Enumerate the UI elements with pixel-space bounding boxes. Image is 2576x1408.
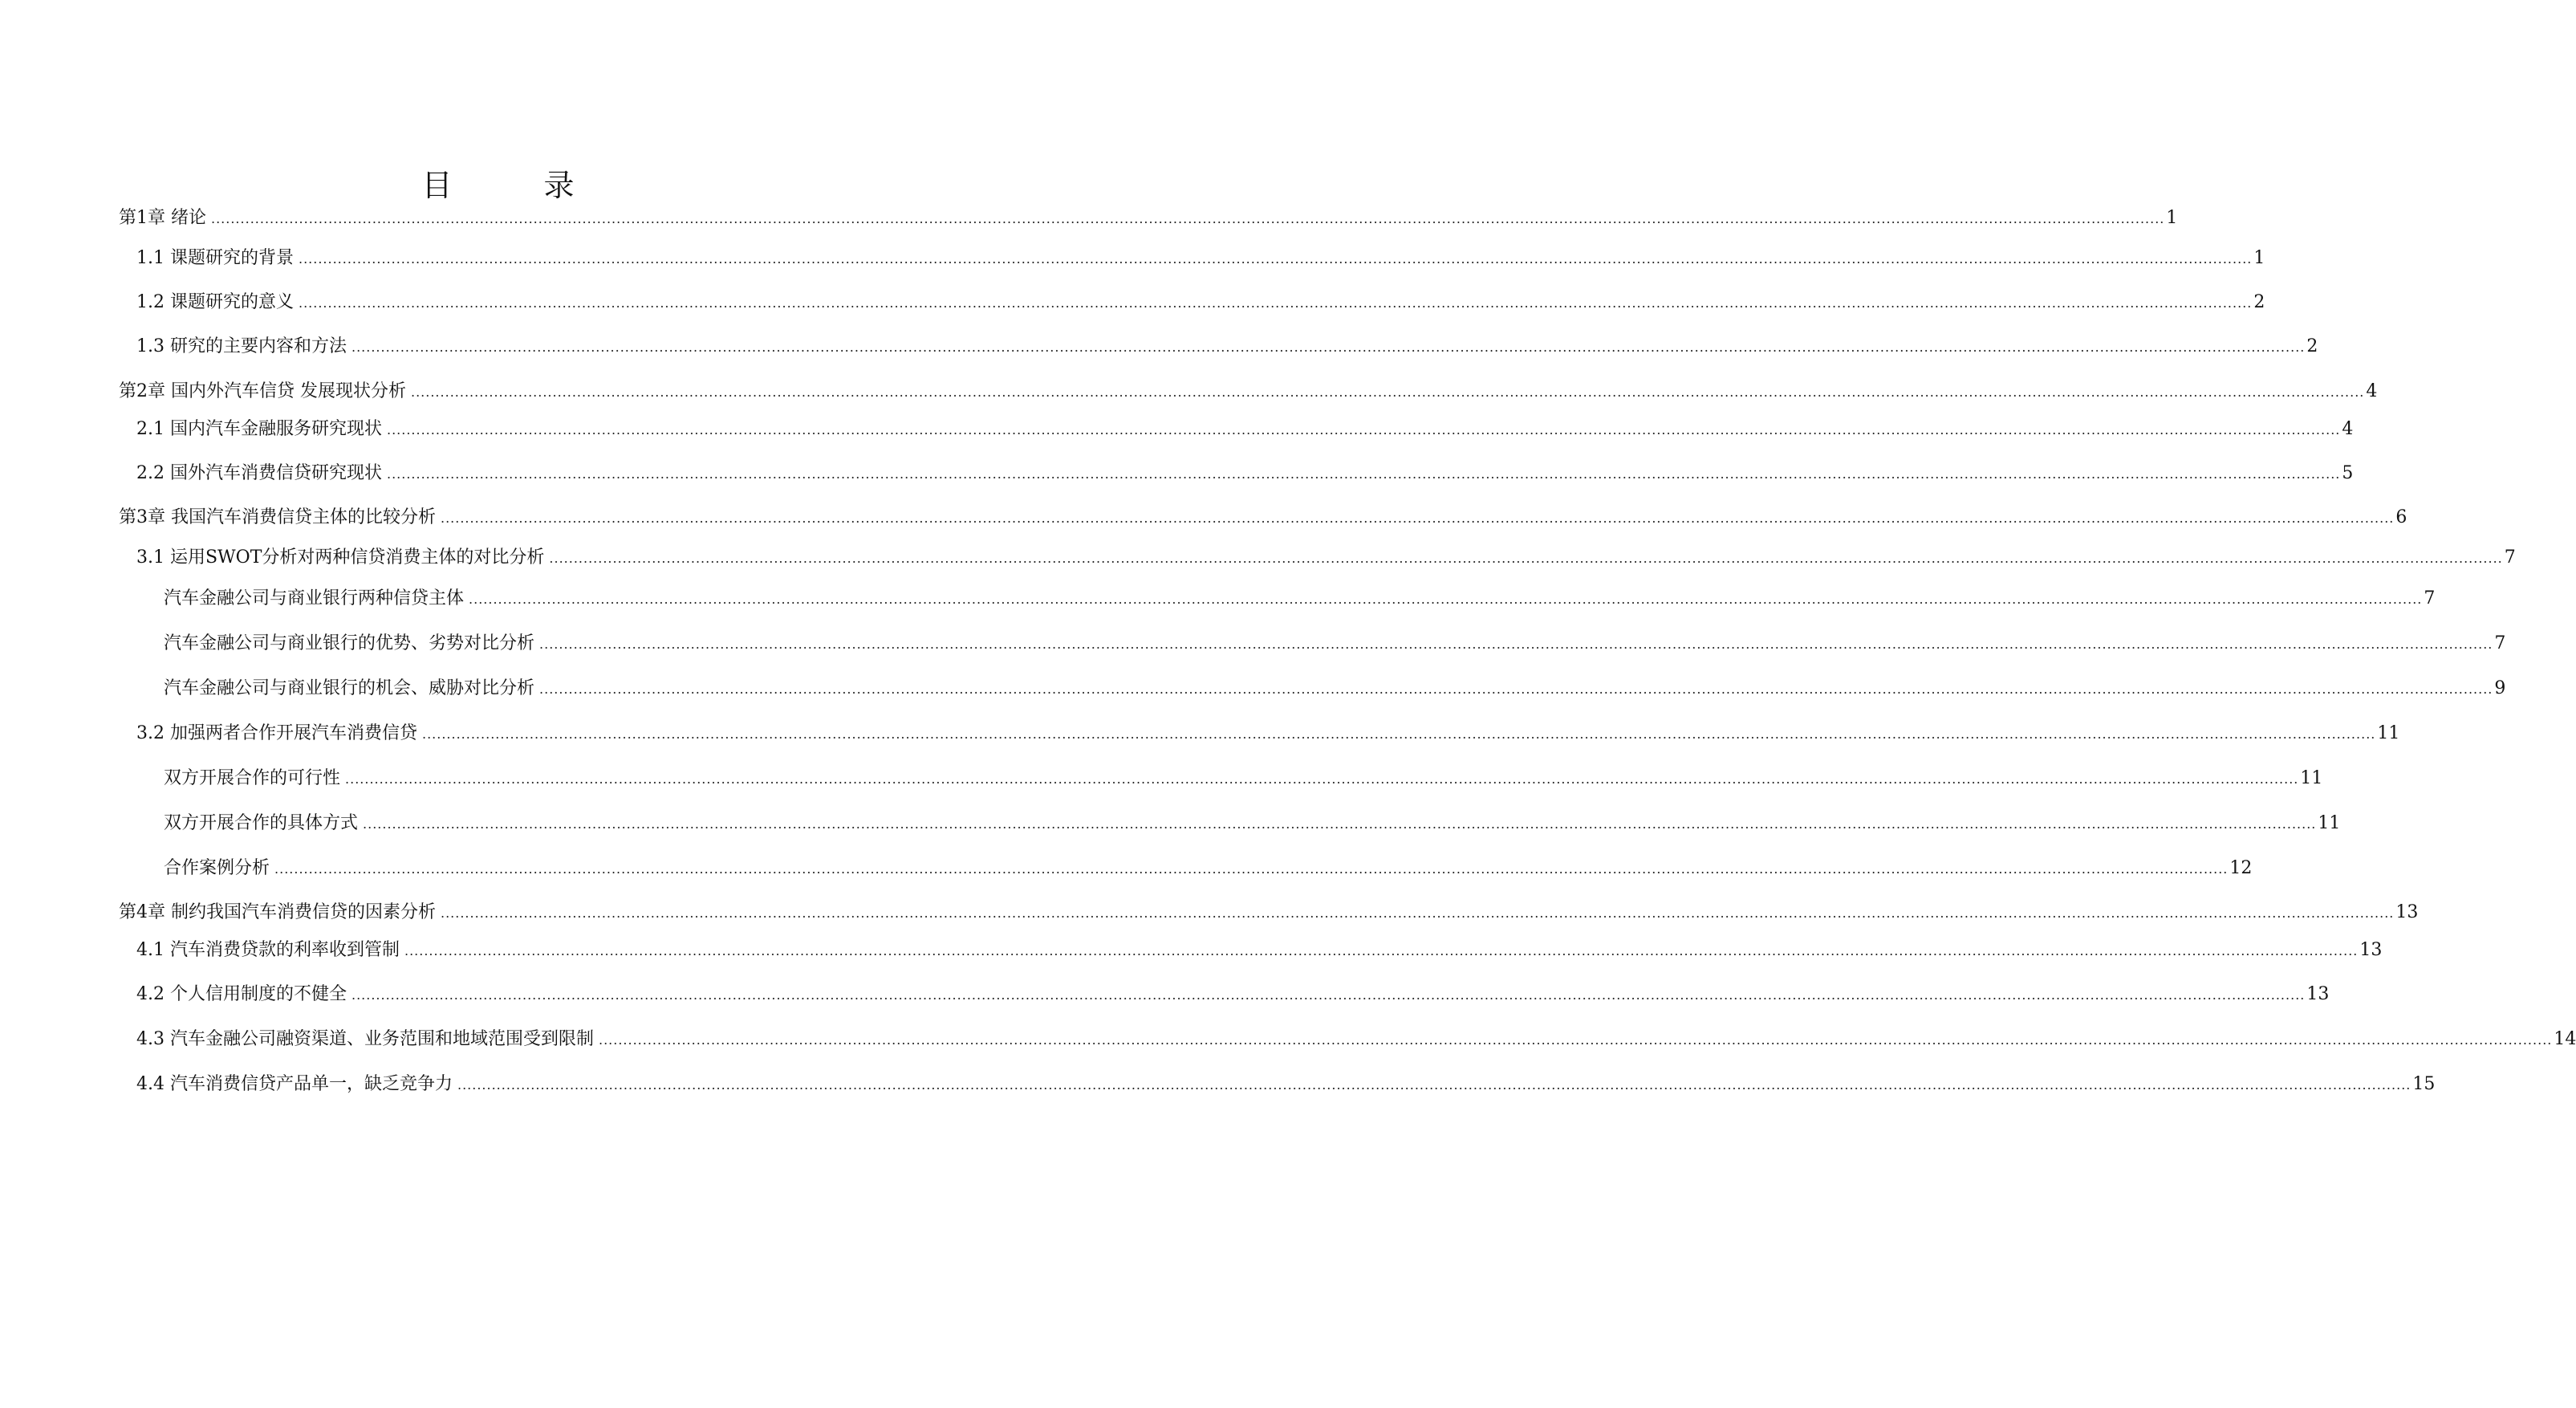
page-title: 目 录 bbox=[421, 168, 605, 203]
dot-leader: ................................................................................................................................................................................................................................................................................................................................................................................................................ bbox=[598, 1032, 2553, 1048]
toc-page-number: 1 bbox=[2253, 248, 2265, 268]
dot-leader: ................................................................................................................................................................................................................................................................................................................................................................................................................ bbox=[211, 211, 2165, 226]
toc-entry[interactable] bbox=[136, 938, 2383, 963]
toc-page-number: 13 bbox=[2306, 984, 2330, 1004]
toc-entry[interactable] bbox=[164, 856, 2253, 881]
toc-entry-title: 汽车金融公司与商业银行的机会、威胁对比分析 bbox=[164, 678, 535, 698]
toc-entry[interactable] bbox=[164, 586, 2436, 612]
toc-entry[interactable] bbox=[119, 206, 2178, 231]
toc-entry-title: 1.2 课题研究的意义 bbox=[136, 292, 294, 312]
toc-entry[interactable] bbox=[164, 676, 2506, 702]
dot-leader: ................................................................................................................................................................................................................................................................................................................................................................................................................ bbox=[298, 295, 2253, 311]
dot-leader: ................................................................................................................................................................................................................................................................................................................................................................................................................ bbox=[441, 511, 2395, 526]
toc-entry-title: 3.1 运用SWOT分析对两种信贷消费主体的对比分析 bbox=[136, 547, 545, 568]
dot-leader: ................................................................................................................................................................................................................................................................................................................................................................................................................ bbox=[363, 816, 2317, 832]
toc-entry[interactable] bbox=[136, 982, 2330, 1007]
toc-entry-title: 4.3 汽车金融公司融资渠道、业务范围和地域范围受到限制 bbox=[136, 1029, 594, 1049]
toc-page-number: 7 bbox=[2424, 588, 2436, 608]
toc-entry-title: 4.2 个人信用制度的不健全 bbox=[136, 984, 347, 1004]
toc-page-number: 4 bbox=[2342, 419, 2354, 439]
toc-entry[interactable] bbox=[136, 545, 2516, 571]
dot-leader: ................................................................................................................................................................................................................................................................................................................................................................................................................ bbox=[421, 726, 2376, 742]
toc-entry[interactable] bbox=[136, 1072, 2436, 1097]
toc-entry-title: 双方开展合作的具体方式 bbox=[164, 813, 359, 833]
toc-entry-title: 1.3 研究的主要内容和方法 bbox=[136, 336, 347, 356]
dot-leader: ................................................................................................................................................................................................................................................................................................................................................................................................................ bbox=[549, 551, 2503, 566]
toc-entry[interactable] bbox=[136, 417, 2354, 442]
toc-entry[interactable] bbox=[136, 290, 2265, 315]
toc-entry-title: 第4章 制约我国汽车消费信贷的因素分析 bbox=[119, 902, 436, 922]
dot-leader: ................................................................................................................................................................................................................................................................................................................................................................................................................ bbox=[411, 385, 2365, 400]
dot-leader: ................................................................................................................................................................................................................................................................................................................................................................................................................ bbox=[441, 905, 2395, 921]
toc-entry[interactable] bbox=[119, 900, 2419, 926]
toc-entry[interactable] bbox=[136, 461, 2354, 486]
dot-leader: ................................................................................................................................................................................................................................................................................................................................................................................................................ bbox=[351, 987, 2306, 1003]
toc-entry-title: 第2章 国内外汽车信贷 发展现状分析 bbox=[119, 381, 406, 401]
toc-page-number: 9 bbox=[2494, 678, 2506, 698]
dot-leader: ................................................................................................................................................................................................................................................................................................................................................................................................................ bbox=[345, 771, 2299, 787]
toc-page-number: 7 bbox=[2494, 633, 2506, 653]
dot-leader: ................................................................................................................................................................................................................................................................................................................................................................................................................ bbox=[469, 592, 2423, 607]
toc-page-number: 2 bbox=[2253, 292, 2265, 312]
toc-entry-title: 3.2 加强两者合作开展汽车消费信贷 bbox=[136, 723, 417, 743]
toc-page-number: 11 bbox=[2377, 723, 2400, 743]
dot-leader: ................................................................................................................................................................................................................................................................................................................................................................................................................ bbox=[539, 637, 2493, 652]
toc-entry-title: 第1章 绪论 bbox=[119, 208, 206, 228]
toc-page-number: 13 bbox=[2395, 902, 2419, 922]
dot-leader: ................................................................................................................................................................................................................................................................................................................................................................................................................ bbox=[274, 861, 2229, 877]
dot-leader: ................................................................................................................................................................................................................................................................................................................................................................................................................ bbox=[457, 1077, 2411, 1093]
toc-entry-title: 汽车金融公司与商业银行的优势、劣势对比分析 bbox=[164, 633, 535, 653]
toc-entry[interactable] bbox=[136, 1027, 2576, 1052]
toc-page-number: 1 bbox=[2166, 208, 2178, 228]
dot-leader: ................................................................................................................................................................................................................................................................................................................................................................................................................ bbox=[404, 943, 2359, 958]
toc-entry[interactable] bbox=[164, 811, 2341, 836]
toc-entry[interactable] bbox=[119, 379, 2378, 405]
toc-entry-title: 2.2 国外汽车消费信贷研究现状 bbox=[136, 463, 382, 483]
dot-leader: ................................................................................................................................................................................................................................................................................................................................................................................................................ bbox=[298, 251, 2253, 267]
toc-entry[interactable] bbox=[119, 505, 2407, 531]
toc-entry[interactable] bbox=[164, 766, 2323, 791]
dot-leader: ................................................................................................................................................................................................................................................................................................................................................................................................................ bbox=[386, 422, 2341, 437]
toc-page-number: 11 bbox=[2318, 813, 2341, 833]
toc-entry[interactable] bbox=[136, 334, 2318, 360]
dot-leader: ................................................................................................................................................................................................................................................................................................................................................................................................................ bbox=[539, 682, 2493, 697]
toc-page-number: 6 bbox=[2395, 507, 2407, 527]
toc-page-number: 7 bbox=[2504, 547, 2516, 568]
toc-entry-title: 2.1 国内汽车金融服务研究现状 bbox=[136, 419, 382, 439]
toc-page-number: 15 bbox=[2412, 1074, 2436, 1094]
toc-page-number: 5 bbox=[2342, 463, 2354, 483]
toc-entry-title: 4.1 汽车消费贷款的利率收到管制 bbox=[136, 940, 400, 960]
toc-entry[interactable] bbox=[164, 631, 2506, 657]
toc-page-number: 14 bbox=[2554, 1029, 2576, 1049]
dot-leader: ................................................................................................................................................................................................................................................................................................................................................................................................................ bbox=[351, 340, 2306, 355]
toc-page-number: 4 bbox=[2366, 381, 2378, 401]
toc-page-number: 2 bbox=[2306, 336, 2318, 356]
toc-entry-title: 第3章 我国汽车消费信贷主体的比较分析 bbox=[119, 507, 436, 527]
toc-entry-title: 1.1 课题研究的背景 bbox=[136, 248, 294, 268]
toc-entry[interactable] bbox=[136, 246, 2265, 271]
dot-leader: ................................................................................................................................................................................................................................................................................................................................................................................................................ bbox=[386, 466, 2341, 482]
toc-entry-title: 汽车金融公司与商业银行两种信贷主体 bbox=[164, 588, 465, 608]
toc-entry-title: 双方开展合作的可行性 bbox=[164, 768, 341, 788]
toc-entry[interactable] bbox=[136, 721, 2400, 747]
toc-page-number: 13 bbox=[2359, 940, 2383, 960]
toc-entry-title: 合作案例分析 bbox=[164, 858, 270, 878]
toc-entry-title: 4.4 汽车消费信贷产品单一，缺乏竞争力 bbox=[136, 1074, 453, 1094]
toc-page-number: 12 bbox=[2229, 858, 2253, 878]
toc-page-number: 11 bbox=[2300, 768, 2323, 788]
